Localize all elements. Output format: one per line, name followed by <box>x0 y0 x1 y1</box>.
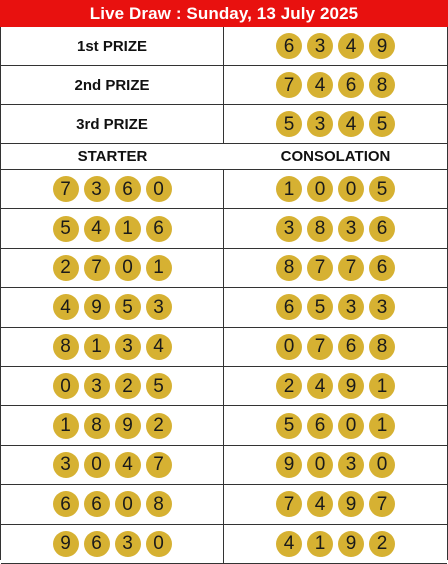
number-ball: 0 <box>115 491 141 517</box>
number-balls <box>53 491 172 517</box>
number-ball: 3 <box>307 33 333 59</box>
number-ball: 4 <box>307 72 333 98</box>
number-balls <box>276 531 395 557</box>
number-ball: 7 <box>338 255 364 281</box>
number-ball: 3 <box>307 111 333 137</box>
starter-cell <box>1 328 224 366</box>
number-ball: 7 <box>276 72 302 98</box>
number-ball: 3 <box>338 452 364 478</box>
number-ball: 4 <box>307 491 333 517</box>
draw-row <box>1 170 447 209</box>
consolation-cell <box>224 249 447 287</box>
number-balls <box>276 334 395 360</box>
number-ball: 9 <box>115 413 141 439</box>
starter-cell <box>1 249 224 287</box>
number-ball: 7 <box>53 176 79 202</box>
number-ball: 6 <box>146 216 172 242</box>
consolation-cell <box>224 209 447 247</box>
number-balls <box>53 255 172 281</box>
results-table <box>0 27 448 560</box>
number-ball: 4 <box>146 334 172 360</box>
number-ball: 3 <box>276 216 302 242</box>
number-balls <box>276 452 395 478</box>
number-ball: 5 <box>53 216 79 242</box>
number-ball: 8 <box>276 255 302 281</box>
number-ball: 0 <box>338 413 364 439</box>
consolation-cell <box>224 367 447 405</box>
number-ball: 6 <box>115 176 141 202</box>
number-ball: 2 <box>53 255 79 281</box>
consolation-cell <box>224 170 447 208</box>
number-balls <box>53 294 172 320</box>
number-ball: 4 <box>53 294 79 320</box>
number-ball: 6 <box>84 531 110 557</box>
starter-cell <box>1 446 224 484</box>
draw-row <box>1 446 447 485</box>
number-ball: 0 <box>276 334 302 360</box>
number-balls <box>53 373 172 399</box>
consolation-cell <box>224 288 447 326</box>
starter-heading <box>1 144 224 169</box>
number-ball: 5 <box>307 294 333 320</box>
number-ball: 5 <box>369 176 395 202</box>
number-ball: 3 <box>115 334 141 360</box>
number-ball: 4 <box>84 216 110 242</box>
number-ball: 9 <box>338 491 364 517</box>
number-ball: 9 <box>84 294 110 320</box>
number-ball: 6 <box>338 334 364 360</box>
number-ball: 1 <box>146 255 172 281</box>
draw-row <box>1 485 447 524</box>
prize-number-cell <box>224 66 447 104</box>
number-ball: 7 <box>84 255 110 281</box>
number-ball: 8 <box>369 334 395 360</box>
row-label: 1st PRIZE <box>76 37 148 55</box>
number-balls <box>276 72 395 98</box>
number-ball: 7 <box>307 334 333 360</box>
number-balls <box>276 373 395 399</box>
number-ball: 8 <box>146 491 172 517</box>
number-ball: 0 <box>338 176 364 202</box>
starter-cell <box>1 525 224 563</box>
prize-number-cell <box>224 105 447 143</box>
number-ball: 6 <box>53 491 79 517</box>
number-balls <box>53 216 172 242</box>
number-ball: 1 <box>84 334 110 360</box>
number-ball: 3 <box>84 373 110 399</box>
number-ball: 1 <box>53 413 79 439</box>
number-ball: 3 <box>369 294 395 320</box>
draw-row <box>1 209 447 248</box>
number-ball: 8 <box>369 72 395 98</box>
draw-row <box>1 328 447 367</box>
draw-row <box>1 367 447 406</box>
number-ball: 6 <box>84 491 110 517</box>
number-ball: 0 <box>369 452 395 478</box>
starter-cell <box>1 209 224 247</box>
number-ball: 0 <box>115 255 141 281</box>
draw-row <box>1 525 447 564</box>
number-balls <box>276 33 395 59</box>
number-ball: 4 <box>276 531 302 557</box>
number-ball: 0 <box>307 452 333 478</box>
number-ball: 1 <box>307 531 333 557</box>
number-ball: 1 <box>369 373 395 399</box>
consolation-cell <box>224 328 447 366</box>
number-ball: 6 <box>307 413 333 439</box>
consolation-cell <box>224 525 447 563</box>
number-ball: 7 <box>276 491 302 517</box>
number-ball: 5 <box>369 111 395 137</box>
prize-label-cell <box>1 66 224 104</box>
number-ball: 8 <box>53 334 79 360</box>
consolation-heading <box>224 144 447 169</box>
number-ball: 7 <box>146 452 172 478</box>
number-balls <box>53 413 172 439</box>
draw-row <box>1 249 447 288</box>
prize-row <box>1 66 447 105</box>
row-label: 3rd PRIZE <box>76 115 148 133</box>
prize-label-cell <box>1 27 224 65</box>
number-ball: 6 <box>276 33 302 59</box>
number-balls <box>53 452 172 478</box>
number-ball: 0 <box>307 176 333 202</box>
number-ball: 0 <box>146 531 172 557</box>
number-ball: 3 <box>338 216 364 242</box>
number-ball: 5 <box>276 111 302 137</box>
number-ball: 1 <box>369 413 395 439</box>
number-balls <box>53 531 172 557</box>
number-balls <box>276 413 395 439</box>
draw-row <box>1 288 447 327</box>
number-ball: 2 <box>146 413 172 439</box>
number-ball: 9 <box>53 531 79 557</box>
number-ball: 5 <box>115 294 141 320</box>
starter-cell <box>1 288 224 326</box>
number-ball: 8 <box>307 216 333 242</box>
consolation-cell <box>224 485 447 523</box>
prize-label-cell <box>1 105 224 143</box>
number-ball: 7 <box>369 491 395 517</box>
starter-cell <box>1 485 224 523</box>
number-ball: 3 <box>146 294 172 320</box>
number-balls <box>53 176 172 202</box>
number-ball: 9 <box>338 373 364 399</box>
number-balls <box>276 255 395 281</box>
number-ball: 0 <box>146 176 172 202</box>
page-title: Live Draw : Sunday, 13 July 2025 <box>0 0 448 27</box>
section-header-row <box>1 144 447 170</box>
number-ball: 5 <box>276 413 302 439</box>
number-balls <box>276 491 395 517</box>
number-ball: 6 <box>338 72 364 98</box>
number-balls <box>276 111 395 137</box>
number-balls <box>276 216 395 242</box>
number-ball: 3 <box>115 531 141 557</box>
number-ball: 4 <box>338 111 364 137</box>
number-ball: 5 <box>146 373 172 399</box>
number-balls <box>276 294 395 320</box>
number-ball: 9 <box>276 452 302 478</box>
number-ball: 6 <box>369 255 395 281</box>
number-ball: 7 <box>307 255 333 281</box>
starter-cell <box>1 170 224 208</box>
row-label: 2nd PRIZE <box>74 76 150 94</box>
starter-cell <box>1 367 224 405</box>
number-ball: 9 <box>338 531 364 557</box>
number-ball: 8 <box>84 413 110 439</box>
row-label: CONSOLATION <box>280 148 391 165</box>
number-ball: 2 <box>115 373 141 399</box>
number-ball: 2 <box>276 373 302 399</box>
prize-row <box>1 105 447 144</box>
number-ball: 2 <box>369 531 395 557</box>
consolation-cell <box>224 446 447 484</box>
number-balls <box>53 334 172 360</box>
draw-row <box>1 406 447 445</box>
number-ball: 9 <box>369 33 395 59</box>
number-ball: 3 <box>53 452 79 478</box>
number-ball: 1 <box>115 216 141 242</box>
number-ball: 1 <box>276 176 302 202</box>
prize-row <box>1 27 447 66</box>
prize-number-cell <box>224 27 447 65</box>
number-ball: 0 <box>84 452 110 478</box>
number-ball: 4 <box>307 373 333 399</box>
number-ball: 0 <box>53 373 79 399</box>
starter-cell <box>1 406 224 444</box>
number-ball: 3 <box>84 176 110 202</box>
number-ball: 4 <box>338 33 364 59</box>
number-ball: 6 <box>276 294 302 320</box>
consolation-cell <box>224 406 447 444</box>
row-label: STARTER <box>77 148 148 165</box>
number-balls <box>276 176 395 202</box>
number-ball: 3 <box>338 294 364 320</box>
number-ball: 4 <box>115 452 141 478</box>
number-ball: 6 <box>369 216 395 242</box>
